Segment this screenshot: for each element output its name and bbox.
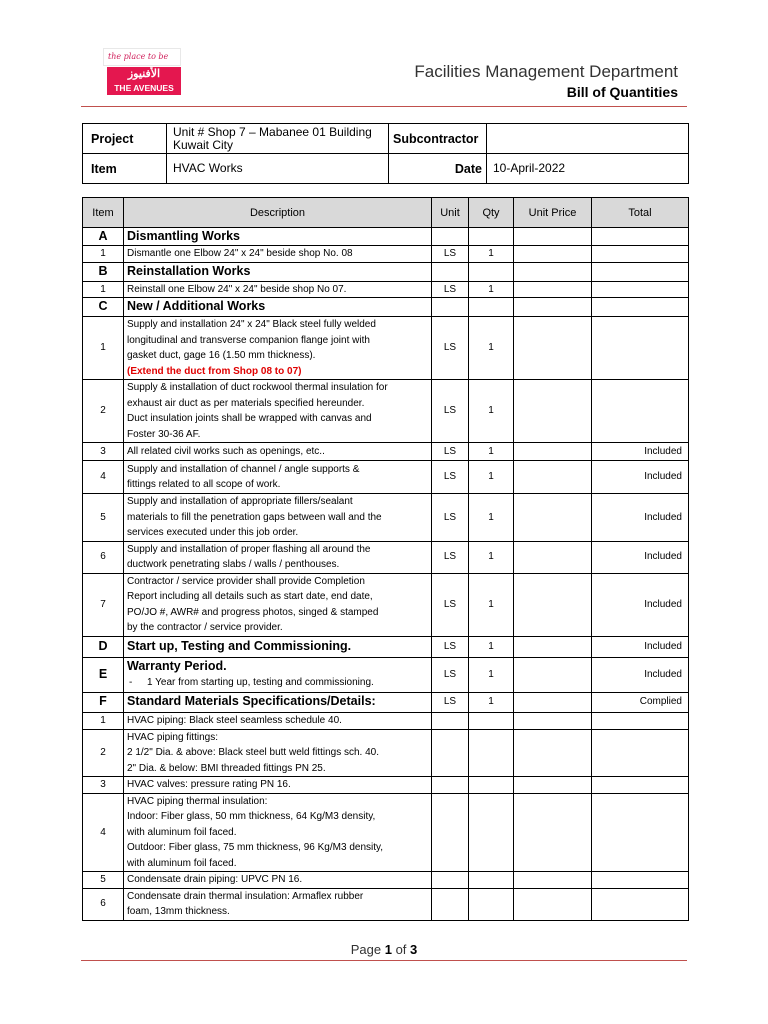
row-number: 3 xyxy=(83,777,124,794)
row-number: 5 xyxy=(83,872,124,889)
project-value-line1: Unit # Shop 7 – Mabanee 01 Building xyxy=(173,124,372,139)
row-qty: 1 xyxy=(469,573,514,636)
page-indicator xyxy=(0,942,768,957)
row-unit: LS xyxy=(432,317,469,380)
section-title: Standard Materials Specifications/Details: xyxy=(124,692,432,712)
row-number: 3 xyxy=(83,443,124,461)
row-description xyxy=(124,494,432,542)
row-description: Reinstall one Elbow 24" x 24" beside shop No 07. xyxy=(124,281,432,298)
header-divider xyxy=(81,106,687,107)
row-unit: LS xyxy=(432,380,469,443)
desc-line: 2" Dia. & below: BMI threaded fittings PN 25. xyxy=(127,762,326,774)
desc-line: services executed under this job order. xyxy=(127,527,299,538)
table-row xyxy=(83,461,689,494)
col-unit-price: Unit Price xyxy=(514,198,592,228)
row-number: 2 xyxy=(83,380,124,443)
row-description xyxy=(124,541,432,573)
table-row xyxy=(83,541,689,573)
col-qty: Qty xyxy=(469,198,514,228)
row-unit: LS xyxy=(432,443,469,461)
row-total: Included xyxy=(592,461,689,494)
table-row xyxy=(83,712,689,729)
desc-line: with aluminum foil faced. xyxy=(127,857,237,869)
document-title: Bill of Quantities xyxy=(566,84,678,100)
section-row xyxy=(83,228,689,246)
desc-line: fittings related to all scope of work. xyxy=(127,479,281,490)
row-number: 4 xyxy=(83,461,124,494)
desc-line: Supply and installation 24" x 24" Black steel fully welded xyxy=(127,319,376,330)
row-description xyxy=(124,317,432,380)
desc-line: Report including all details such as start date, end date, xyxy=(127,591,373,602)
table-row xyxy=(83,729,689,777)
table-row xyxy=(83,777,689,794)
row-unit: LS xyxy=(432,573,469,636)
desc-line: Foster 30-36 AF. xyxy=(127,428,201,440)
section-row xyxy=(83,692,689,712)
section-title: Dismantling Works xyxy=(124,228,432,246)
row-qty: 1 xyxy=(469,541,514,573)
desc-line: PO/JO #, AWR# and progress photos, singed & stamped xyxy=(127,606,379,618)
desc-line: HVAC piping thermal insulation: xyxy=(127,795,268,807)
item-value: HVAC Works xyxy=(167,154,389,184)
section-title: Start up, Testing and Commissioning. xyxy=(124,636,432,657)
table-row xyxy=(83,443,689,461)
desc-line: Supply and installation of appropriate fillers/sealant xyxy=(127,496,353,507)
page-current: 1 xyxy=(384,942,392,957)
col-total: Total xyxy=(592,198,689,228)
boq-header-row xyxy=(83,198,689,228)
desc-line: Supply & installation of duct rockwool thermal insulation for xyxy=(127,382,388,393)
row-number: 1 xyxy=(83,281,124,298)
row-unit: LS xyxy=(432,636,469,657)
section-row xyxy=(83,636,689,657)
department-title: Facilities Management Department xyxy=(414,62,678,81)
section-row xyxy=(83,298,689,317)
boq-table xyxy=(82,197,689,921)
section-id: B xyxy=(83,262,124,281)
row-description: Dismantle one Elbow 24" x 24" beside shop No. 08 xyxy=(124,246,432,263)
row-description: Condensate drain piping: UPVC PN 16. xyxy=(124,872,432,889)
row-qty: 1 xyxy=(469,692,514,712)
row-unit: LS xyxy=(432,541,469,573)
project-info-table xyxy=(82,123,689,184)
row-number: 4 xyxy=(83,793,124,872)
section-title: New / Additional Works xyxy=(124,298,432,317)
table-row xyxy=(83,494,689,542)
row-total: Complied xyxy=(592,692,689,712)
row-description: HVAC valves: pressure rating PN 16. xyxy=(124,777,432,794)
row-total: Included xyxy=(592,657,689,692)
desc-line: ductwork penetrating slabs / walls / penthouses. xyxy=(127,559,340,570)
row-qty: 1 xyxy=(469,494,514,542)
row-qty: 1 xyxy=(469,317,514,380)
row-number: 1 xyxy=(83,246,124,263)
subcontractor-value xyxy=(487,124,689,154)
desc-line: foam, 13mm thickness. xyxy=(127,906,230,917)
row-unit: LS xyxy=(432,657,469,692)
col-unit: Unit xyxy=(432,198,469,228)
desc-line: with aluminum foil faced. xyxy=(127,826,237,838)
row-number: 1 xyxy=(83,317,124,380)
desc-line: materials to fill the penetration gaps between wall and the xyxy=(127,511,382,523)
table-row xyxy=(83,317,689,380)
table-row xyxy=(83,872,689,889)
row-description xyxy=(124,461,432,494)
bullet-dash: - xyxy=(129,676,133,688)
desc-line: longitudinal and transverse companion flange joint with xyxy=(127,334,370,346)
row-number: 7 xyxy=(83,573,124,636)
section-id: A xyxy=(83,228,124,246)
row-qty: 1 xyxy=(469,246,514,263)
row-unit: LS xyxy=(432,461,469,494)
section-title: Warranty Period. xyxy=(127,659,227,673)
desc-line: exhaust air duct as per materials specified hereunder. xyxy=(127,397,365,409)
row-number: 6 xyxy=(83,541,124,573)
row-total: Included xyxy=(592,573,689,636)
row-qty: 1 xyxy=(469,281,514,298)
logo-arabic: الأفنيوز xyxy=(107,67,181,82)
row-unit: LS xyxy=(432,494,469,542)
desc-line: Contractor / service provider shall provide Completion xyxy=(127,575,365,587)
section-id: D xyxy=(83,636,124,657)
page-label: Page xyxy=(350,942,382,957)
section-id: C xyxy=(83,298,124,317)
project-label: Project xyxy=(83,124,167,154)
section-title: Reinstallation Works xyxy=(124,262,432,281)
row-unit: LS xyxy=(432,281,469,298)
row-qty: 1 xyxy=(469,636,514,657)
row-number: 5 xyxy=(83,494,124,542)
row-total: Included xyxy=(592,494,689,542)
desc-line: HVAC piping fittings: xyxy=(127,731,218,743)
table-row xyxy=(83,380,689,443)
footer-divider xyxy=(81,960,687,961)
row-unit: LS xyxy=(432,246,469,263)
table-row xyxy=(83,793,689,872)
section-subtext: 1 Year from starting up, testing and commissioning. xyxy=(147,676,374,688)
desc-line: Supply and installation of proper flashing all around the xyxy=(127,543,371,555)
table-row xyxy=(83,888,689,920)
item-label: Item xyxy=(83,154,167,184)
section-id: F xyxy=(83,692,124,712)
row-total: Included xyxy=(592,443,689,461)
row-qty: 1 xyxy=(469,380,514,443)
desc-line: 2 1/2" Dia. & above: Black steel butt weld fittings sch. 40. xyxy=(127,747,380,758)
desc-line: Supply and installation of channel / angle supports & xyxy=(127,463,360,475)
table-row xyxy=(83,573,689,636)
desc-line: Duct insulation joints shall be wrapped with canvas and xyxy=(127,413,372,424)
section-body xyxy=(124,657,432,692)
desc-line: Outdoor: Fiber glass, 75 mm thickness, 96 Kg/M3 density, xyxy=(127,842,384,853)
row-description xyxy=(124,380,432,443)
desc-line: by the contractor / service provider. xyxy=(127,622,283,633)
row-unit: LS xyxy=(432,692,469,712)
project-value-line2: Kuwait City xyxy=(173,137,234,152)
date-label: Date xyxy=(389,154,487,184)
section-id: E xyxy=(83,657,124,692)
row-number: 6 xyxy=(83,888,124,920)
row-description xyxy=(124,888,432,920)
row-description: All related civil works such as openings, etc.. xyxy=(124,443,432,461)
row-qty: 1 xyxy=(469,443,514,461)
subcontractor-label: Subcontractor xyxy=(389,124,487,154)
row-number: 2 xyxy=(83,729,124,777)
desc-line: gasket duct, gage 16 (1.50 mm thickness). xyxy=(127,350,316,361)
desc-line: Indoor: Fiber glass, 50 mm thickness, 64 Kg/M3 density, xyxy=(127,811,376,822)
row-number: 1 xyxy=(83,712,124,729)
row-description xyxy=(124,729,432,777)
desc-highlight: (Extend the duct from Shop 08 to 07) xyxy=(127,365,302,377)
col-description: Description xyxy=(124,198,432,228)
row-qty: 1 xyxy=(469,461,514,494)
row-description: HVAC piping: Black steel seamless schedule 40. xyxy=(124,712,432,729)
section-row xyxy=(83,262,689,281)
row-total: Included xyxy=(592,541,689,573)
section-row xyxy=(83,657,689,692)
of-label: of xyxy=(395,942,407,957)
col-item: Item xyxy=(83,198,124,228)
desc-line: Condensate drain thermal insulation: Armaflex rubber xyxy=(127,890,364,902)
logo-name: THE AVENUES xyxy=(107,82,181,95)
date-value: 10-April-2022 xyxy=(487,154,689,184)
project-value xyxy=(167,124,389,154)
row-total: Included xyxy=(592,636,689,657)
page-total: 3 xyxy=(410,942,418,957)
table-row xyxy=(83,281,689,298)
row-description xyxy=(124,793,432,872)
row-description xyxy=(124,573,432,636)
avenues-logo xyxy=(103,48,181,96)
row-qty: 1 xyxy=(469,657,514,692)
logo-tagline: the place to be xyxy=(103,48,181,66)
table-row xyxy=(83,246,689,263)
